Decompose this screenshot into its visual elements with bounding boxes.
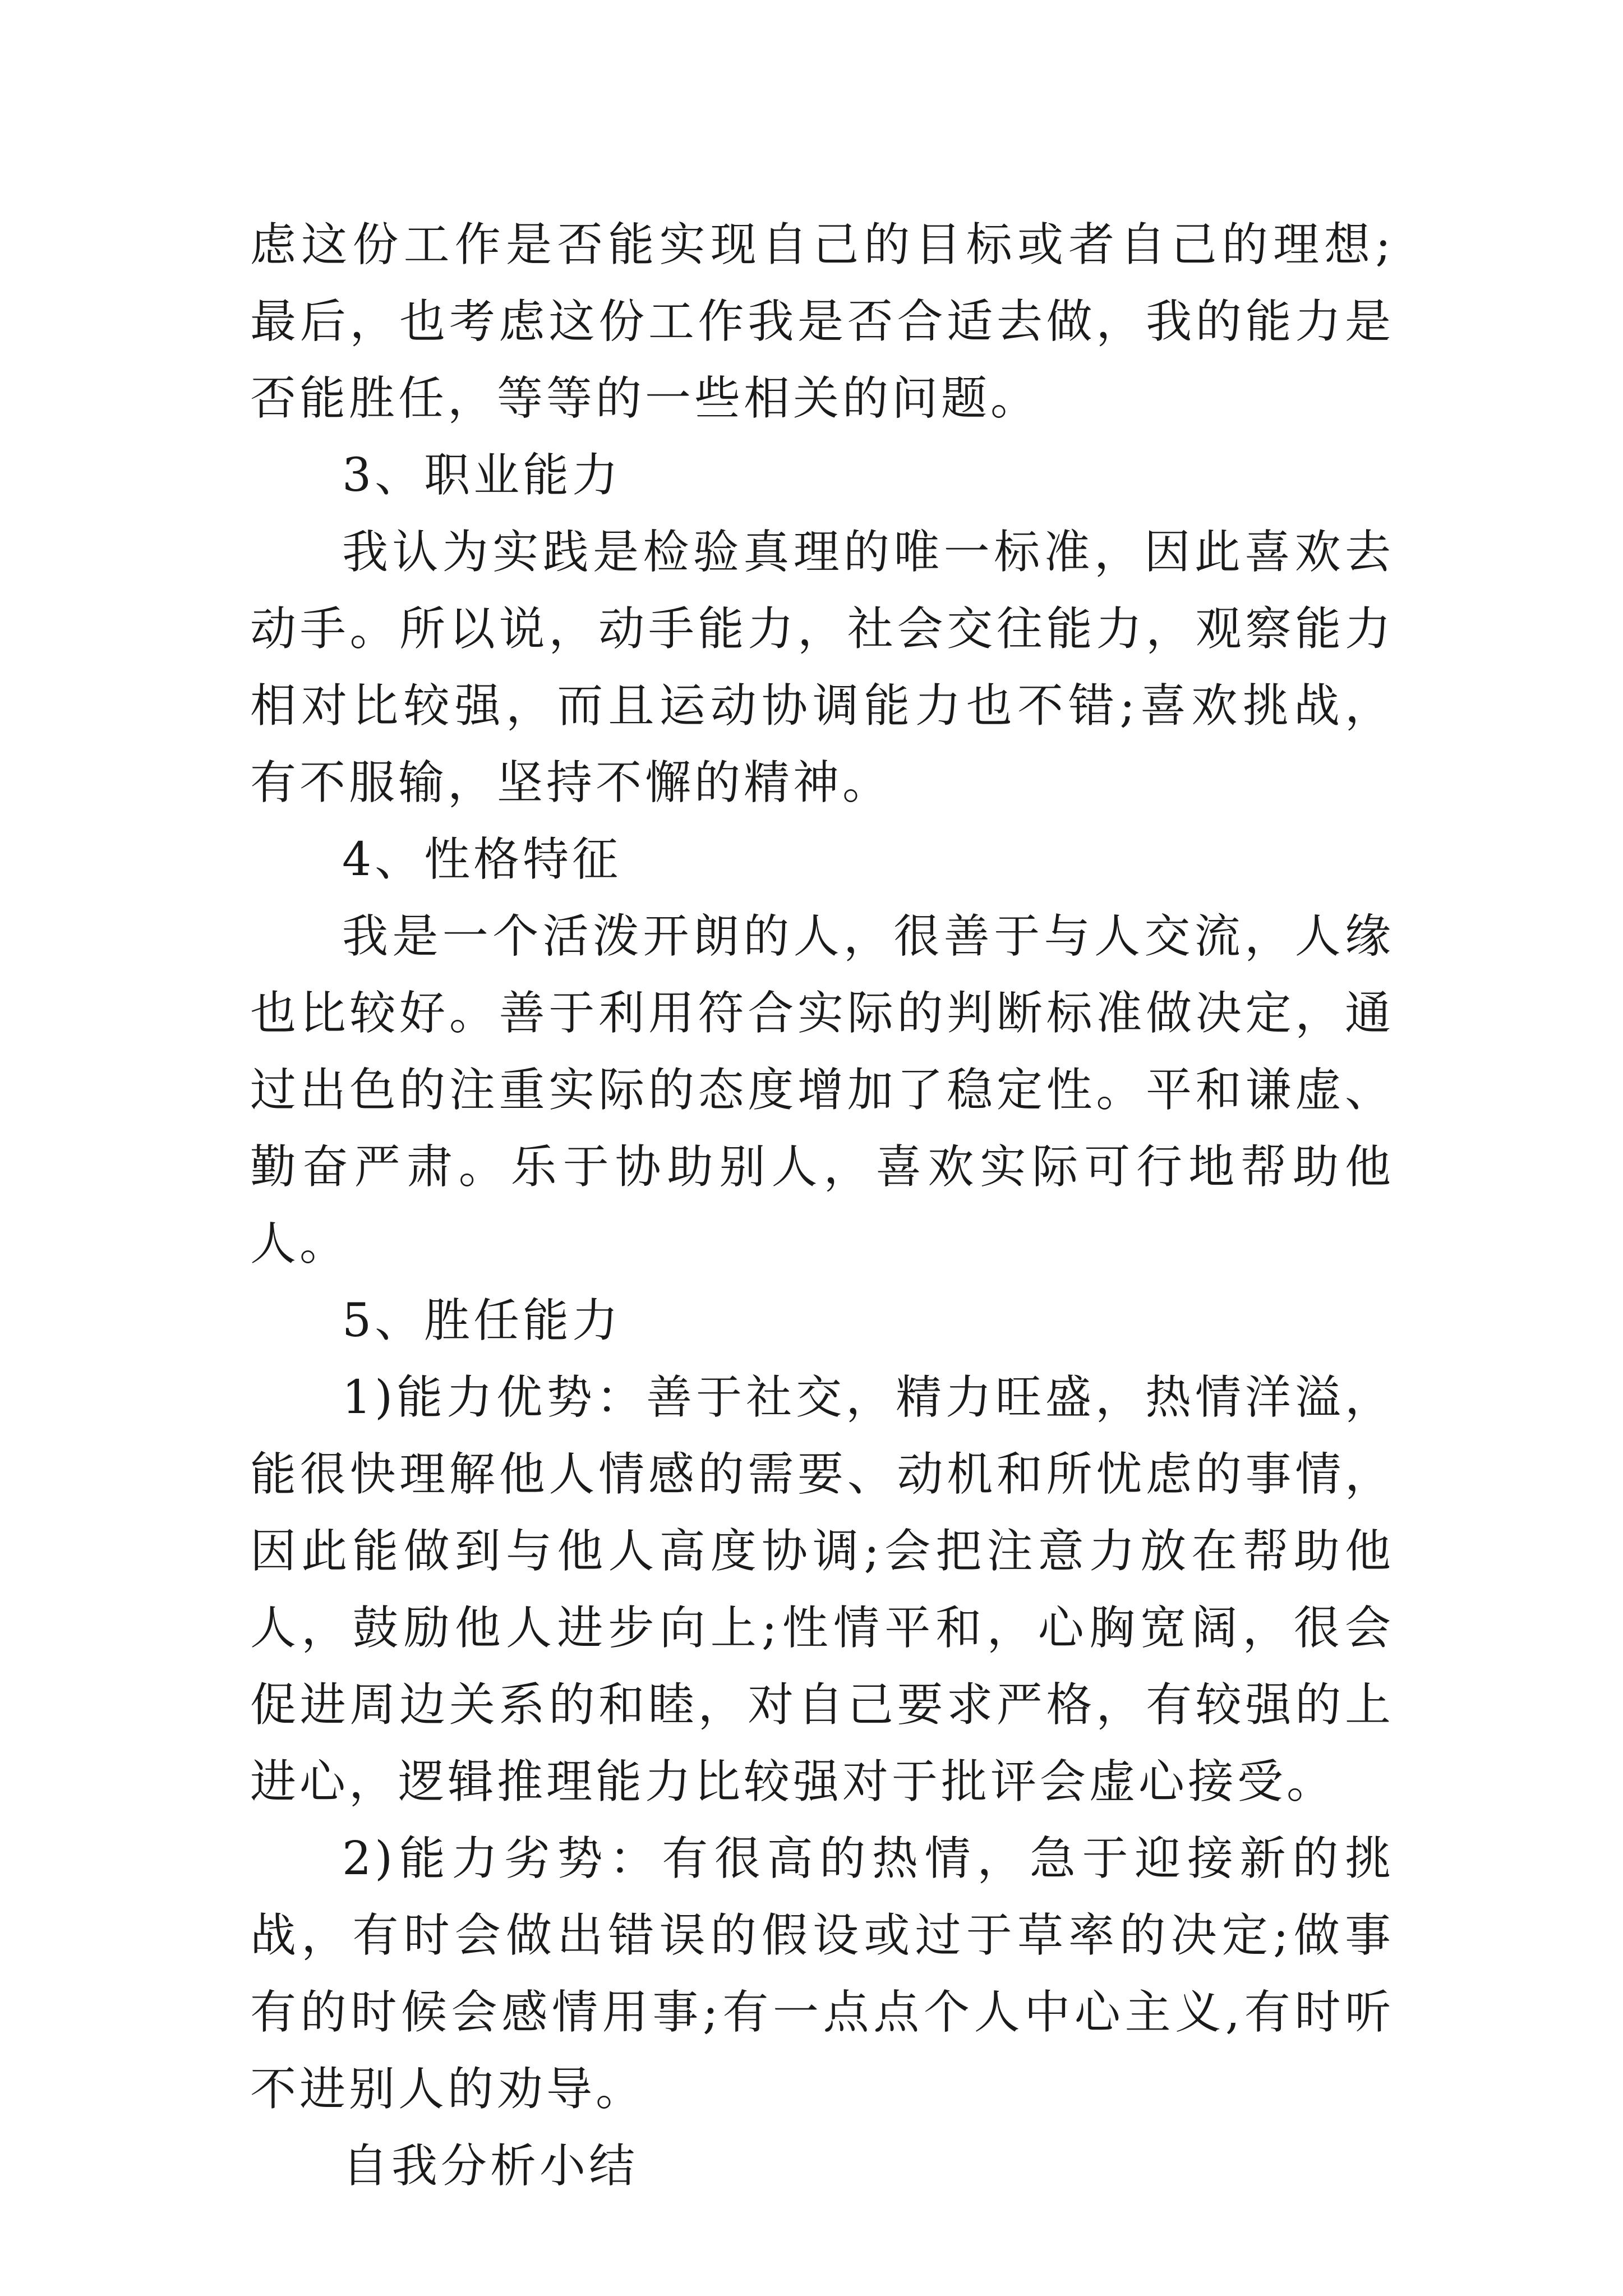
paragraph-continuation: 虑这份工作是否能实现自己的目标或者自己的理想;最后，也考虑这份工作我是否合适去做，我的能力是否能胜任，等等的一些相关的问题。 — [250, 218, 1394, 425]
heading-competence: 5、胜任能力 — [342, 1294, 622, 1347]
paragraph-personality: 我是一个活泼开朗的人，很善于与人交流，人缘也比较好。善于利用符合实际的判断标准做决定，通过出色的注重实际的态度增加了稳定性。平和谦虚、勤奋严肃。乐于协助别人，喜欢实际可行地帮助他人。 — [250, 910, 1394, 1271]
paragraph-career-ability: 我认为实践是检验真理的唯一标准，因此喜欢去动手。所以说，动手能力，社会交往能力，观察能力相对比较强，而且运动协调能力也不错;喜欢挑战，有不服输，坚持不懈的精神。 — [250, 526, 1394, 809]
document-body — [250, 206, 1394, 2205]
paragraph-strengths: 1)能力优势：善于社交，精力旺盛，热情洋溢，能很快理解他人情感的需要、动机和所忧虑的事情，因此能做到与他人高度协调;会把注意力放在帮助他人，鼓励他人进步向上;性情平和，心胸宽阔，很会促进周边关系的和睦，对自己要求严格，有较强的上进心，逻辑推理能力比较强对于批评会虚心接受。 — [250, 1371, 1394, 1809]
heading-personality: 4、性格特征 — [342, 833, 622, 886]
heading-career-ability: 3、职业能力 — [342, 449, 622, 502]
paragraph-weaknesses: 2)能力劣势：有很高的热情，急于迎接新的挑战，有时会做出错误的假设或过于草率的决定;做事有的时候会感情用事;有一点点个人中心主义,有时听不进别人的劝导。 — [250, 1832, 1394, 2116]
heading-self-analysis-summary: 自我分析小结 — [342, 2139, 639, 2193]
